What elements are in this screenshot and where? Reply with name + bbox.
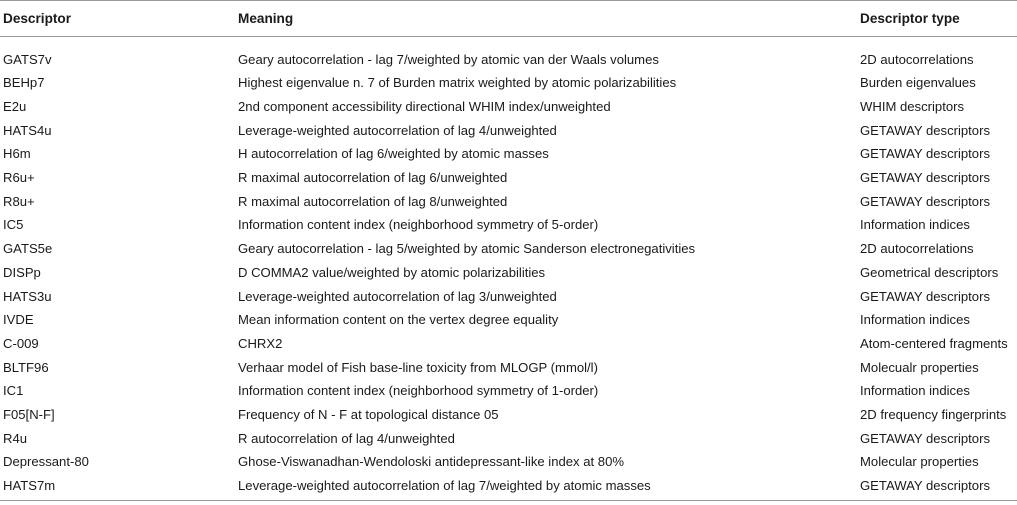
table-row (0, 379, 1017, 403)
cell-meaning: R maximal autocorrelation of lag 8/unweighted (238, 193, 508, 209)
cell-descriptor-type: Burden eigenvalues (860, 75, 976, 91)
cell-descriptor: GATS7v (3, 51, 52, 67)
table-row (0, 426, 1017, 450)
cell-descriptor-type: Information indices (860, 383, 970, 399)
table-row (0, 189, 1017, 213)
cell-descriptor-type: Atom-centered fragments (860, 335, 1008, 351)
cell-meaning: Leverage-weighted autocorrelation of lag 7/weighted by atomic masses (237, 474, 858, 501)
cell-meaning: CHRX2 (238, 335, 283, 351)
cell-meaning: Verhaar model of Fish base-line toxicity from MLOGP (mmol/l) (238, 359, 598, 375)
cell-meaning: Information content index (neighborhood symmetry of 5-order) (238, 217, 599, 233)
cell-descriptor-type: 2D frequency fingerprints (860, 406, 1007, 422)
cell-meaning: 2nd component accessibility directional WHIM index/unweighted (238, 99, 611, 115)
cell-descriptor: E2u (3, 99, 27, 115)
cell-descriptor: R8u+ (3, 193, 35, 209)
cell-meaning: H autocorrelation of lag 6/weighted by atomic masses (238, 146, 549, 162)
cell-descriptor-type: GETAWAY descriptors (860, 193, 990, 209)
cell-descriptor-type: GETAWAY descriptors (860, 122, 990, 138)
cell-meaning: Mean information content on the vertex degree equality (238, 312, 559, 328)
cell-descriptor: R6u+ (3, 170, 35, 186)
cell-descriptor-type: Molecualr properties (860, 359, 979, 375)
cell-meaning: Leverage-weighted autocorrelation of lag 3/unweighted (238, 288, 557, 304)
table-row (0, 213, 1017, 237)
table-row (0, 474, 1017, 501)
cell-descriptor: H6m (3, 146, 31, 162)
table-header-row (0, 1, 1017, 37)
table-row (0, 450, 1017, 474)
cell-meaning: D COMMA2 value/weighted by atomic polarizabilities (238, 264, 546, 280)
cell-descriptor: IVDE (3, 312, 34, 328)
cell-meaning: Ghose-Viswanadhan-Wendoloski antidepressant-like index at 80% (238, 454, 625, 470)
table-body (0, 37, 1017, 501)
cell-descriptor: BEHp7 (3, 75, 45, 91)
cell-descriptor-type: GETAWAY descriptors (860, 288, 990, 304)
cell-descriptor: HATS3u (3, 288, 52, 304)
cell-descriptor: R4u (3, 430, 28, 446)
cell-descriptor: BLTF96 (3, 359, 49, 375)
cell-descriptor: GATS5e (3, 241, 53, 257)
cell-meaning: Frequency of N - F at topological distance 05 (238, 406, 499, 422)
cell-descriptor: F05[N-F] (3, 406, 55, 422)
table-row (0, 355, 1017, 379)
table-row (0, 308, 1017, 332)
cell-descriptor-type: GETAWAY descriptors (860, 430, 990, 446)
cell-meaning: Information content index (neighborhood symmetry of 1-order) (238, 383, 599, 399)
cell-descriptor-type: GETAWAY descriptors (860, 170, 990, 186)
cell-meaning: R autocorrelation of lag 4/unweighted (238, 430, 455, 446)
table-row (0, 166, 1017, 190)
cell-descriptor-type: WHIM descriptors (860, 99, 965, 115)
cell-descriptor: HATS7m (0, 474, 237, 501)
table-row (0, 403, 1017, 427)
table-row (0, 332, 1017, 356)
header-descriptor: Descriptor (0, 1, 237, 37)
cell-descriptor-type: GETAWAY descriptors (860, 146, 990, 162)
table-row (0, 118, 1017, 142)
table-row (0, 95, 1017, 119)
table-row (0, 142, 1017, 166)
cell-descriptor: Depressant-80 (3, 454, 89, 470)
cell-descriptor: HATS4u (3, 122, 52, 138)
cell-meaning: Highest eigenvalue n. 7 of Burden matrix weighted by atomic polarizabilities (238, 75, 677, 91)
cell-descriptor: C-009 (3, 335, 39, 351)
cell-descriptor: IC1 (3, 383, 24, 399)
cell-descriptor-type: 2D autocorrelations (860, 51, 974, 67)
cell-descriptor: IC5 (3, 217, 24, 233)
cell-meaning: Geary autocorrelation - lag 7/weighted by atomic van der Waals volumes (238, 51, 659, 67)
table-row (0, 284, 1017, 308)
cell-meaning: R maximal autocorrelation of lag 6/unweighted (238, 170, 508, 186)
cell-descriptor-type: Molecular properties (860, 454, 979, 470)
cell-meaning: Geary autocorrelation - lag 5/weighted by atomic Sanderson electronegativities (238, 241, 696, 257)
header-descriptor-type: Descriptor type (858, 1, 1017, 37)
table-row (0, 37, 1017, 72)
table-row (0, 237, 1017, 261)
cell-descriptor-type: Information indices (860, 217, 970, 233)
cell-descriptor-type: 2D autocorrelations (860, 241, 974, 257)
cell-meaning: Leverage-weighted autocorrelation of lag 4/unweighted (238, 122, 557, 138)
table-row (0, 261, 1017, 285)
cell-descriptor-type: Geometrical descriptors (860, 264, 999, 280)
cell-descriptor-type: Information indices (860, 312, 970, 328)
cell-descriptor: DISPp (3, 264, 41, 280)
header-meaning: Meaning (237, 1, 858, 37)
table-row (0, 71, 1017, 95)
cell-descriptor-type: GETAWAY descriptors (858, 474, 1017, 501)
